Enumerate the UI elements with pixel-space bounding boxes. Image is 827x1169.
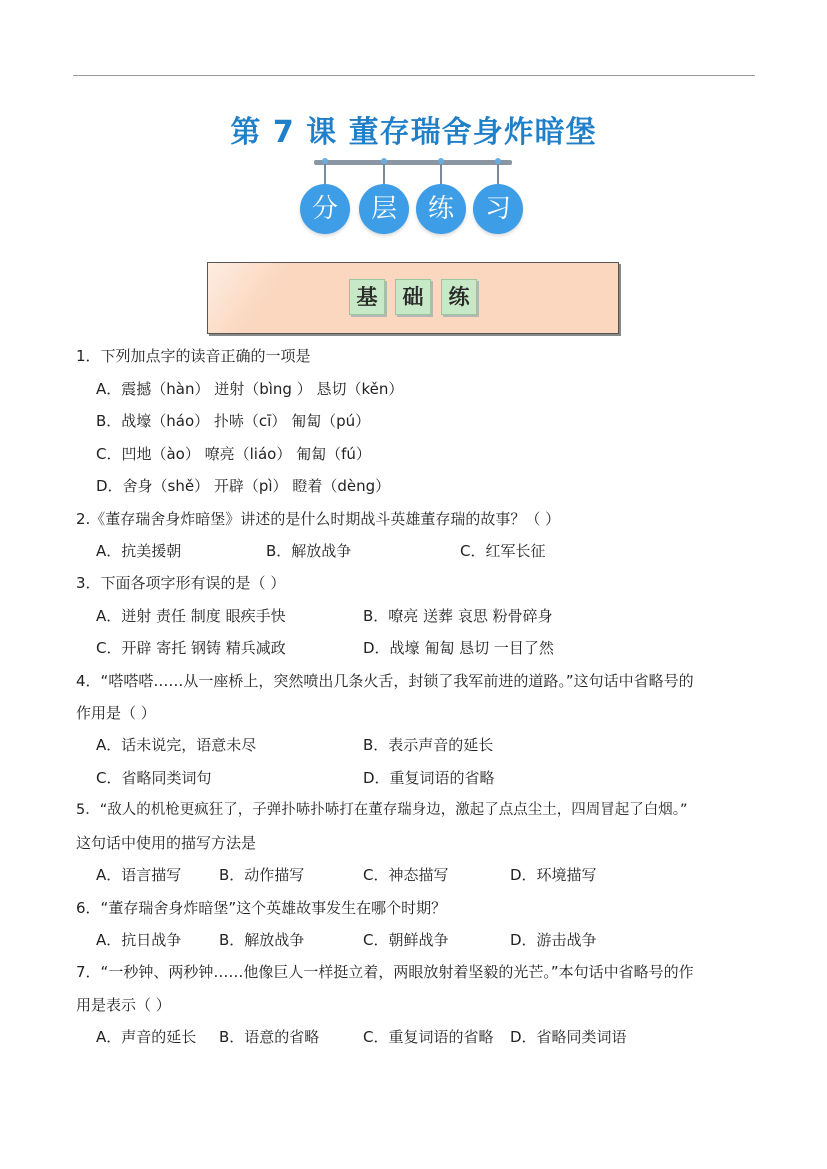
badge-lian: 练 [416,184,466,234]
q7-option-d: D．省略同类词语 [510,1028,627,1046]
q5-option-c: C．神态描写 [363,866,449,884]
q5-option-a: A．语言描写 [96,866,182,884]
badge-bar [314,160,512,165]
badge-dot [495,158,501,164]
q6-option-d: D．游击战争 [510,931,597,949]
question-5-line2: 这句话中使用的描写方法是 [76,834,257,852]
question-7-line1: 7．“一秒钟、两秒钟……他像巨人一样挺立着，两眼放射着坚毅的光芒。”本句话中省略号的作 [76,963,694,981]
section-char-lian: 练 [441,279,477,315]
q1-option-d: D．舍身（shě） 开辟（pì） 瞪着（dèng） [96,477,391,495]
badge-stem [497,162,499,184]
top-rule [73,75,755,76]
badge-stem [383,162,385,184]
question-4-line2: 作用是（ ） [76,704,156,722]
q7-option-c: C．重复词语的省略 [363,1028,494,1046]
q3-option-b: B．嘹亮 送葬 哀思 粉骨碎身 [363,607,553,625]
badge-xi: 习 [473,184,523,234]
q2-option-b: B．解放战争 [266,542,352,560]
q3-option-d: D．战壕 匍匐 恳切 一目了然 [363,639,554,657]
q1-option-c: C．凹地（ào） 嘹亮（liáo） 匍匐（fú） [96,445,371,463]
section-banner [207,262,619,334]
q3-option-a: A．迸射 责任 制度 眼疾手快 [96,607,286,625]
question-3: 3．下面各项字形有误的是（ ） [76,574,286,592]
q1-option-b: B．战壕（háo） 扑哧（cī） 匍匐（pú） [96,412,371,430]
badge-dot [322,158,328,164]
badge-group [300,156,530,240]
badge-stem [324,162,326,184]
badge-dot [381,158,387,164]
q4-option-d: D．重复词语的省略 [363,769,495,787]
q6-option-b: B．解放战争 [219,931,305,949]
q7-option-b: B．语意的省略 [219,1028,320,1046]
q5-option-b: B．动作描写 [219,866,305,884]
page-title: 第 7 课 董存瑞舍身炸暗堡 [230,115,597,150]
q3-option-c: C．开辟 寄托 钢铸 精兵减政 [96,639,286,657]
q4-option-a: A．话未说完，语意未尽 [96,736,257,754]
question-6: 6．“董存瑞舍身炸暗堡”这个英雄故事发生在哪个时期？ [76,899,447,917]
badge-dot [438,158,444,164]
question-2: 2.《董存瑞舍身炸暗堡》讲述的是什么时期战斗英雄董存瑞的故事？（ ） [76,510,561,528]
q4-option-c: C．省略同类词句 [96,769,212,787]
q6-option-c: C．朝鲜战争 [363,931,449,949]
badge-fen: 分 [300,184,350,234]
badge-stem [440,162,442,184]
q2-option-c: C．红军长征 [460,542,546,560]
q4-option-b: B．表示声音的延长 [363,736,494,754]
section-char-chu: 础 [395,279,431,315]
q2-option-a: A．抗美援朝 [96,542,182,560]
q6-option-a: A．抗日战争 [96,931,182,949]
question-1: 1．下列加点字的读音正确的一项是 [76,347,311,365]
q7-option-a: A．声音的延长 [96,1028,197,1046]
q1-option-a: A．震撼（hàn） 迸射（bìng ） 恳切（kěn） [96,380,404,398]
question-7-line2: 用是表示（ ） [76,996,171,1014]
question-5-line1: 5．“敌人的机枪更疯狂了，子弹扑哧扑哧打在董存瑞身边，激起了点点尘土，四周冒起了白烟。” [76,802,688,818]
question-4-line1: 4．“嗒嗒嗒……从一座桥上，突然喷出几条火舌，封锁了我军前进的道路。”这句话中省略号的 [76,672,694,690]
section-char-ji: 基 [349,279,385,315]
badge-ceng: 层 [359,184,409,234]
q5-option-d: D．环境描写 [510,866,597,884]
